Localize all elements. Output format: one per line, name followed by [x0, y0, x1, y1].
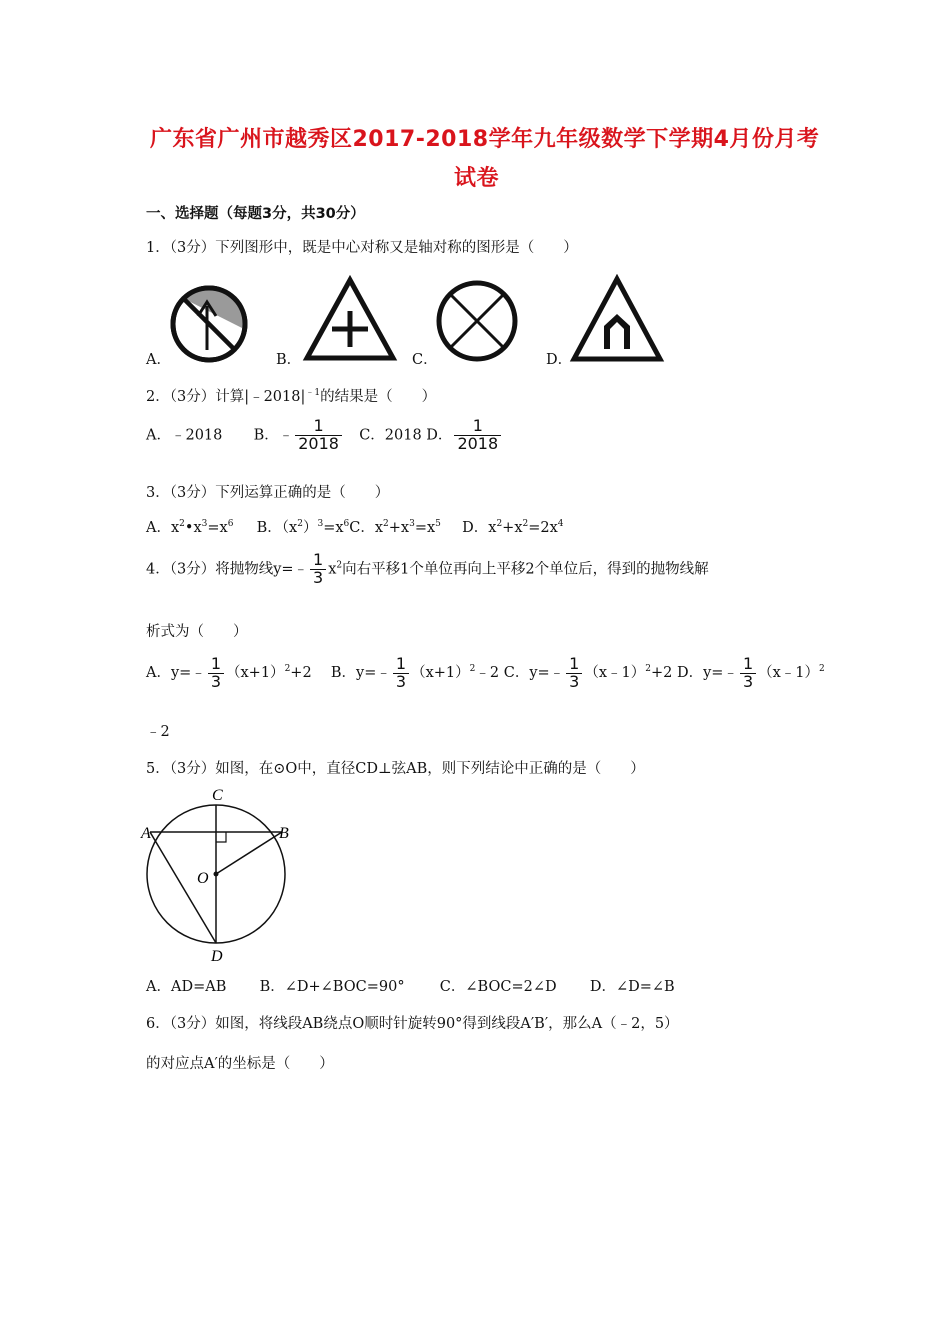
point-label-o: O: [197, 870, 209, 887]
document-title: 广东省广州市越秀区2017-2018学年九年级数学下学期4月份月考: [150, 127, 820, 152]
document-title-line2: 试卷: [454, 166, 500, 191]
circle-geometry-diagram: [140, 784, 300, 964]
q4-option-d-tail: ﹣2: [146, 724, 170, 740]
q5-option-d: D．∠D=∠B: [589, 979, 675, 995]
point-label-c: C: [212, 787, 223, 804]
question-4-stem-line2: 析式为（ ）: [146, 624, 248, 640]
q3-option-a: A．$x^2•x^3=x^6$: [146, 519, 234, 536]
question-4-options: [146, 656, 825, 691]
question-6-stem-line2: 的对应点A′的坐标是（ ）: [146, 1056, 334, 1072]
point-label-b: B: [279, 825, 289, 842]
q2-stem-prefix: 2．（3分）计算|﹣2018|: [146, 389, 306, 405]
question-6-stem: 6．（3分）如图，将线段AB绕点O顺时针旋转90°得到线段A′B′，那么A（﹣2，5）: [146, 1016, 679, 1032]
question-5-options: [146, 975, 675, 996]
triangle-plus-sign-icon: [302, 275, 398, 363]
q4-option-c: C．y=﹣ $\frac{1}{3}$ （x﹣1）$^2$+2: [503, 654, 673, 691]
q1-option-b-label: B．: [276, 352, 302, 368]
triangle-tunnel-sign-icon: [569, 274, 665, 364]
question-5-stem: 5．（3分）如图，在⊙O中，直径CD⊥弦AB，则下列结论中正确的是（ ）: [146, 761, 645, 777]
question-3-stem: 3．（3分）下列运算正确的是（ ）: [146, 485, 390, 501]
q4-stem-fraction: $\frac{1}{3}$: [310, 552, 326, 587]
q2-option-d-prefix: D．: [426, 427, 453, 444]
q2-option-b-fraction: $\frac{1}{2018}$: [295, 418, 342, 453]
q1-option-c-label: C．: [412, 352, 438, 368]
q1-option-d-label: D．: [546, 352, 573, 368]
question-3-options: [146, 516, 564, 537]
q5-option-a: A．AD=AB: [146, 979, 227, 995]
q2-option-c: C．2018: [359, 427, 422, 444]
no-entry-sign-icon: [168, 284, 250, 364]
circle-x-sign-icon: [434, 278, 520, 364]
q1-option-a-label: A．: [146, 352, 171, 368]
q3-option-c: C．$x^2+x^3=x^5$: [349, 519, 441, 536]
q2-option-b-prefix: B．﹣: [253, 427, 294, 444]
q4-option-b: B．y=﹣ $\frac{1}{3}$ $(x+1)^2﹣2$: [330, 654, 500, 691]
q5-option-c: C．∠BOC=2∠D: [439, 979, 557, 995]
question-2-options: [146, 418, 503, 453]
q4-option-a: A．y=﹣ $\frac{1}{3}$ $(x+1)^2+2$: [146, 654, 312, 691]
point-label-d: D: [211, 948, 223, 964]
q2-stem-suffix: 的结果是（ ）: [320, 389, 437, 405]
q3-option-d: D．$x^2+x^2=2x^4$: [462, 519, 564, 536]
q5-option-b: B．∠D+∠BOC=90°: [259, 979, 405, 995]
question-1-stem: 1．（3分）下列图形中，既是中心对称又是轴对称的图形是（ ）: [146, 240, 578, 256]
q2-option-d-fraction: $\frac{1}{2018}$: [454, 418, 501, 453]
section-heading: 一、选择题（每题3分，共30分）: [146, 206, 365, 222]
q2-option-a: A．﹣2018: [146, 427, 223, 444]
q4-option-d: D．y=﹣ $\frac{1}{3}$ （x﹣1）$^2$: [676, 654, 825, 691]
q3-option-b: B．$(x^2)^3=x^6$: [256, 519, 350, 536]
q2-exponent: ﹣1: [305, 388, 321, 398]
question-2-stem: [146, 385, 436, 406]
point-label-a: A: [141, 825, 151, 842]
question-4-stem: 4．（3分）将抛物线y=﹣ $\frac{1}{3}$ $x^2$向右平移1个单位再向上平移2个单位后，得到的抛物线解: [146, 550, 709, 587]
